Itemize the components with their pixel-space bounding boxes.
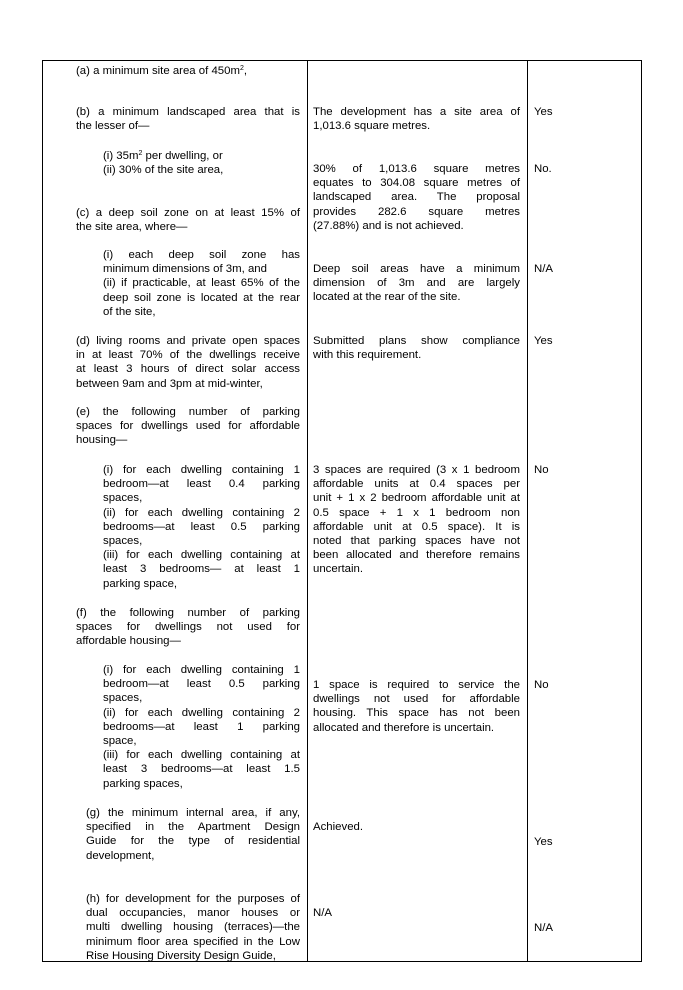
criterion-a: (a) a minimum site area of $450m^2$, — [76, 65, 248, 77]
column-divider-comment — [527, 61, 528, 961]
compliance-c-sub: N/A — [534, 263, 553, 275]
comment-c-sub: Deep soil areas have a minimum dimension of 3m and are largely located at the rear of the site. — [313, 263, 520, 304]
criterion-e: (e) the following number of parking spaces for dwellings used for affordable housing— — [76, 406, 300, 447]
criterion-f: (f) the following number of parking spaces for dwellings not used for affordable housing— — [76, 607, 300, 648]
criterion-h: (h) for development for the purposes of dual occupancies, manor houses or multi dwelling housing (terraces)—the minimum floor area specified in the Low Rise Housing Diversity Design Guide, — [86, 893, 300, 962]
criterion-c: (c) a deep soil zone on at least 15% of the site area, where— — [76, 207, 300, 234]
compliance-g: Yes — [534, 836, 553, 848]
compliance-f: No — [534, 679, 549, 691]
column-divider-criteria — [307, 61, 308, 961]
compliance-c: No. — [534, 163, 552, 175]
comment-d: Submitted plans show compliance with this requirement. — [313, 335, 520, 362]
criterion-f-subitems: (i) for each dwelling containing 1 bedroom—at least 0.5 parking spaces, (ii) for each dwelling containing 2 bedrooms—at least 1 parking space, (iii) for each dwelling containing at least 3 bedrooms—at least 1.5 parking spaces, — [103, 664, 300, 790]
comment-c: 30% of 1,013.6 square metres equates to 304.08 square metres of landscaped area. The proposal provides 282.6 square metres (27.88%) and is not achieved. — [313, 163, 520, 232]
comment-b: The development has a site area of 1,013.6 square metres. — [313, 106, 520, 133]
compliance-table — [42, 60, 642, 962]
compliance-b: Yes — [534, 106, 553, 118]
criterion-c-subitems: (i) each deep soil zone has minimum dimensions of 3m, and (ii) if practicable, at least 65% of the deep soil zone is located at the rear of the site, — [103, 249, 300, 318]
criterion-b: (b) a minimum landscaped area that is the lesser of— — [76, 106, 300, 133]
comment-e: 3 spaces are required (3 x 1 bedroom affordable units at 0.4 spaces per unit + 1 x 2 bedroom affordable unit at 0.5 space + 1 x 1 bedroom non affordable unit at 0.5 space). It is noted that parking spaces have not been allocated and therefore remains uncertain. — [313, 464, 520, 576]
criterion-e-subitems: (i) for each dwelling containing 1 bedroom—at least 0.4 parking spaces, (ii) for each dwelling containing 2 bedrooms—at least 0.5 parking spaces, (iii) for each dwelling containing at least 3 bedrooms— at least 1 parking space, — [103, 464, 300, 590]
compliance-d: Yes — [534, 335, 553, 347]
comment-f: 1 space is required to service the dwellings not used for affordable housing. This space has not been allocated and therefore is uncertain. — [313, 679, 520, 734]
comment-h: N/A — [313, 907, 332, 919]
comment-g: Achieved. — [313, 821, 364, 833]
compliance-h: N/A — [534, 922, 553, 934]
compliance-e: No — [534, 464, 549, 476]
criterion-d: (d) living rooms and private open spaces in at least 70% of the dwellings receive at least 3 hours of direct solar access between 9am and 3pm at mid-winter, — [76, 335, 300, 390]
criterion-b-subitems: (i) $35m^2$ per dwelling, or (ii) 30% of the site area, — [103, 150, 224, 177]
criterion-g: (g) the minimum internal area, if any, specified in the Apartment Design Guide for the type of residential development, — [86, 807, 300, 862]
